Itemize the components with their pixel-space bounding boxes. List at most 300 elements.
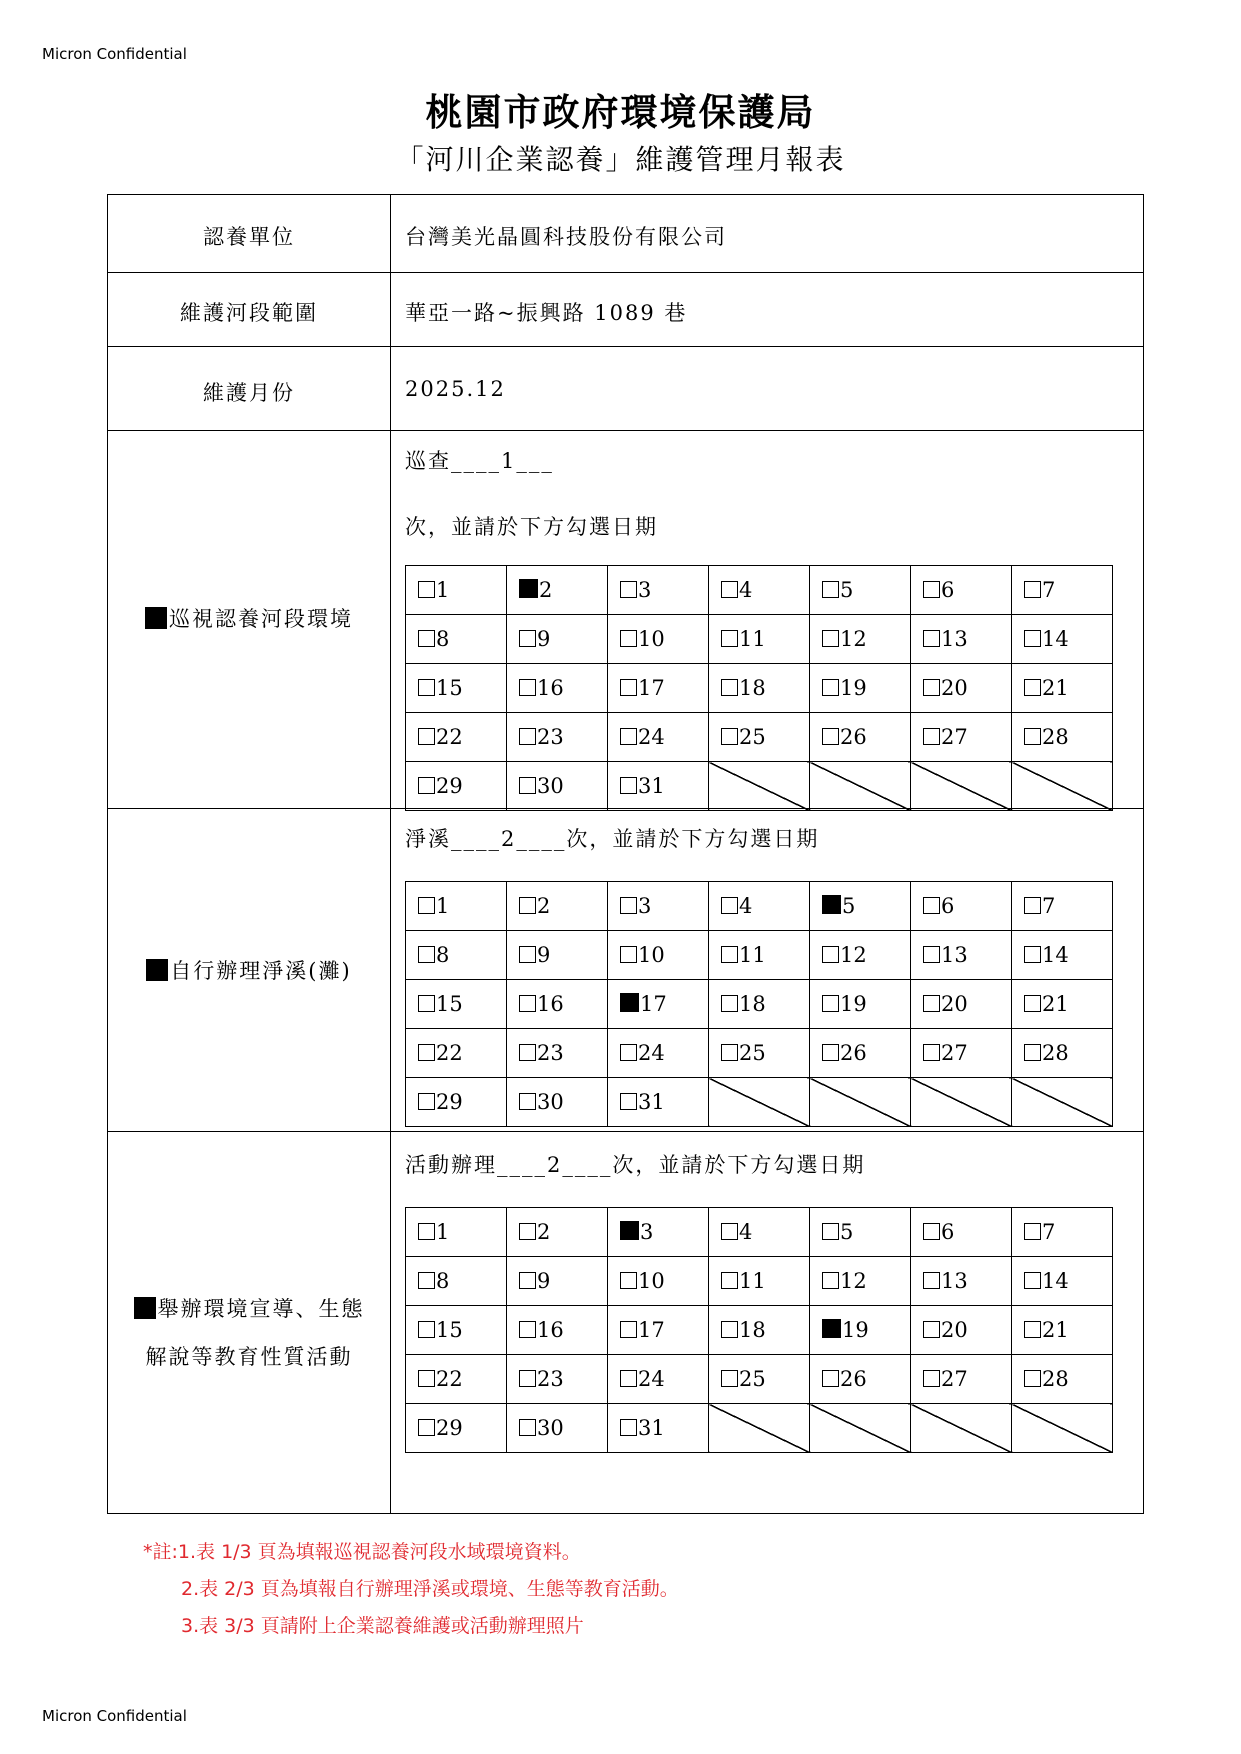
day-4-checkbox[interactable] (709, 882, 810, 931)
day-23-checkbox[interactable] (507, 1355, 608, 1404)
empty-box-icon (620, 1272, 637, 1289)
day-25-checkbox[interactable] (709, 713, 810, 762)
empty-box-icon (923, 1223, 940, 1240)
empty-cell (1012, 1078, 1113, 1127)
empty-cell (1012, 1404, 1113, 1453)
day-number: 17 (638, 676, 665, 700)
empty-box-icon (822, 728, 839, 745)
empty-box-icon (418, 1223, 435, 1240)
day-25-checkbox[interactable] (709, 1029, 810, 1078)
empty-cell (810, 1404, 911, 1453)
empty-box-icon (418, 1419, 435, 1436)
day-12-checkbox[interactable] (810, 615, 911, 664)
page-title: 桃園市政府環境保護局 (425, 91, 816, 134)
day-number: 11 (739, 1269, 766, 1293)
day-12-checkbox[interactable] (810, 1257, 911, 1306)
day-12-checkbox[interactable] (810, 931, 911, 980)
day-4-checkbox[interactable] (709, 566, 810, 615)
day-number: 13 (941, 943, 968, 967)
empty-box-icon (620, 1370, 637, 1387)
day-5-checkbox[interactable] (810, 882, 911, 931)
day-number: 10 (638, 627, 665, 651)
row-divider (108, 1131, 1143, 1132)
day-21-checkbox[interactable] (1012, 664, 1113, 713)
day-number: 9 (537, 1269, 551, 1293)
day-number: 20 (941, 676, 968, 700)
empty-box-icon (923, 897, 940, 914)
cleanup-calendar (405, 881, 1113, 1127)
empty-box-icon (721, 679, 738, 696)
day-6-checkbox[interactable] (911, 1208, 1012, 1257)
day-10-checkbox[interactable] (608, 615, 709, 664)
empty-box-icon (418, 1272, 435, 1289)
range-label: 維護河段範圍 (180, 301, 318, 325)
day-number: 25 (739, 725, 766, 749)
empty-box-icon (721, 728, 738, 745)
day-number: 31 (638, 1416, 665, 1440)
empty-box-icon (923, 581, 940, 598)
empty-box-icon (620, 728, 637, 745)
day-11-checkbox[interactable] (709, 615, 810, 664)
day-10-checkbox[interactable] (608, 931, 709, 980)
day-10-checkbox[interactable] (608, 1257, 709, 1306)
patrol-label-text: 巡視認養河段環境 (169, 607, 353, 631)
empty-box-icon (923, 728, 940, 745)
empty-box-icon (923, 1272, 940, 1289)
day-number: 4 (739, 578, 753, 602)
empty-box-icon (620, 1093, 637, 1110)
note-1: *註:1.表 1/3 頁為填報巡視認養河段水域環境資料。 (143, 1541, 581, 1563)
day-number: 26 (840, 1367, 867, 1391)
empty-box-icon (721, 1272, 738, 1289)
empty-cell (709, 762, 810, 811)
empty-box-icon (418, 630, 435, 647)
checked-mark (146, 959, 168, 981)
day-22-checkbox[interactable] (406, 1029, 507, 1078)
day-11-checkbox[interactable] (709, 1257, 810, 1306)
empty-box-icon (923, 1321, 940, 1338)
month-label: 維護月份 (203, 381, 295, 405)
day-29-checkbox[interactable] (406, 1404, 507, 1453)
empty-box-icon (519, 1044, 536, 1061)
empty-box-icon (1024, 1272, 1041, 1289)
day-2-checkbox[interactable] (507, 882, 608, 931)
day-11-checkbox[interactable] (709, 931, 810, 980)
day-6-checkbox[interactable] (911, 566, 1012, 615)
empty-cell (1012, 762, 1113, 811)
row-divider (108, 430, 1143, 431)
empty-box-icon (822, 1223, 839, 1240)
day-number: 29 (436, 1090, 463, 1114)
day-number: 10 (638, 1269, 665, 1293)
day-24-checkbox[interactable] (608, 1029, 709, 1078)
empty-box-icon (923, 946, 940, 963)
empty-box-icon (822, 995, 839, 1012)
day-7-checkbox[interactable] (1012, 566, 1113, 615)
day-number: 11 (739, 627, 766, 651)
day-number: 8 (436, 627, 450, 651)
empty-box-icon (822, 679, 839, 696)
day-number: 11 (739, 943, 766, 967)
empty-box-icon (822, 1370, 839, 1387)
page-subtitle: 「河川企業認養」維護管理月報表 (395, 143, 846, 176)
empty-box-icon (519, 1093, 536, 1110)
empty-box-icon (923, 1370, 940, 1387)
empty-box-icon (620, 679, 637, 696)
empty-cell (911, 762, 1012, 811)
day-number: 30 (537, 1416, 564, 1440)
day-8-checkbox[interactable] (406, 615, 507, 664)
empty-box-icon (1024, 1223, 1041, 1240)
empty-box-icon (1024, 1370, 1041, 1387)
day-number: 16 (537, 992, 564, 1016)
day-7-checkbox[interactable] (1012, 882, 1113, 931)
day-29-checkbox[interactable] (406, 1078, 507, 1127)
day-17-checkbox[interactable] (608, 1306, 709, 1355)
day-number: 15 (436, 676, 463, 700)
day-number: 31 (638, 1090, 665, 1114)
empty-box-icon (519, 679, 536, 696)
empty-box-icon (519, 1370, 536, 1387)
day-number: 15 (436, 992, 463, 1016)
empty-box-icon (418, 728, 435, 745)
day-number: 24 (638, 725, 665, 749)
day-number: 29 (436, 1416, 463, 1440)
empty-box-icon (721, 581, 738, 598)
day-number: 6 (941, 1220, 955, 1244)
day-3-checkbox[interactable] (608, 882, 709, 931)
day-number: 28 (1042, 1041, 1069, 1065)
checked-box-icon (519, 579, 538, 598)
day-number: 7 (1042, 894, 1056, 918)
empty-box-icon (620, 897, 637, 914)
day-9-checkbox[interactable] (507, 615, 608, 664)
empty-box-icon (519, 1419, 536, 1436)
day-number: 7 (1042, 1220, 1056, 1244)
day-17-checkbox[interactable] (608, 980, 709, 1029)
day-number: 23 (537, 1041, 564, 1065)
empty-box-icon (1024, 581, 1041, 598)
day-number: 29 (436, 774, 463, 798)
day-number: 1 (436, 1220, 450, 1244)
day-number: 5 (842, 894, 856, 918)
empty-box-icon (1024, 679, 1041, 696)
empty-box-icon (620, 1044, 637, 1061)
day-31-checkbox[interactable] (608, 762, 709, 811)
empty-box-icon (519, 946, 536, 963)
empty-box-icon (418, 1321, 435, 1338)
day-number: 19 (840, 992, 867, 1016)
day-number: 12 (840, 1269, 867, 1293)
empty-box-icon (418, 995, 435, 1012)
day-5-checkbox[interactable] (810, 1208, 911, 1257)
empty-box-icon (620, 1321, 637, 1338)
note-2: 2.表 2/3 頁為填報自行辦理淨溪或環境、生態等教育活動。 (181, 1578, 679, 1600)
day-16-checkbox[interactable] (507, 664, 608, 713)
day-14-checkbox[interactable] (1012, 615, 1113, 664)
day-3-checkbox[interactable] (608, 1208, 709, 1257)
empty-box-icon (418, 897, 435, 914)
day-number: 25 (739, 1367, 766, 1391)
day-20-checkbox[interactable] (911, 1306, 1012, 1355)
day-number: 4 (739, 1220, 753, 1244)
day-15-checkbox[interactable] (406, 664, 507, 713)
day-number: 22 (436, 1041, 463, 1065)
empty-box-icon (1024, 1044, 1041, 1061)
day-number: 21 (1042, 992, 1069, 1016)
day-28-checkbox[interactable] (1012, 1029, 1113, 1078)
day-number: 23 (537, 1367, 564, 1391)
day-18-checkbox[interactable] (709, 1306, 810, 1355)
empty-box-icon (721, 995, 738, 1012)
day-number: 30 (537, 1090, 564, 1114)
empty-box-icon (620, 946, 637, 963)
day-4-checkbox[interactable] (709, 1208, 810, 1257)
empty-box-icon (418, 1370, 435, 1387)
day-2-checkbox[interactable] (507, 566, 608, 615)
day-3-checkbox[interactable] (608, 566, 709, 615)
empty-box-icon (822, 1044, 839, 1061)
day-number: 2 (539, 578, 553, 602)
day-15-checkbox[interactable] (406, 980, 507, 1029)
day-22-checkbox[interactable] (406, 713, 507, 762)
day-number: 13 (941, 627, 968, 651)
day-number: 9 (537, 627, 551, 651)
empty-box-icon (519, 777, 536, 794)
day-number: 17 (640, 992, 667, 1016)
report-form (107, 194, 1144, 1514)
day-26-checkbox[interactable] (810, 713, 911, 762)
day-number: 27 (941, 725, 968, 749)
day-13-checkbox[interactable] (911, 615, 1012, 664)
day-31-checkbox[interactable] (608, 1078, 709, 1127)
empty-box-icon (721, 1044, 738, 1061)
day-number: 27 (941, 1367, 968, 1391)
empty-cell (911, 1078, 1012, 1127)
day-18-checkbox[interactable] (709, 664, 810, 713)
patrol-section-label (108, 595, 390, 643)
day-6-checkbox[interactable] (911, 882, 1012, 931)
day-23-checkbox[interactable] (507, 1029, 608, 1078)
empty-box-icon (721, 1321, 738, 1338)
empty-box-icon (923, 1044, 940, 1061)
day-number: 3 (638, 894, 652, 918)
day-5-checkbox[interactable] (810, 566, 911, 615)
empty-box-icon (1024, 728, 1041, 745)
empty-box-icon (519, 728, 536, 745)
day-19-checkbox[interactable] (810, 1306, 911, 1355)
day-20-checkbox[interactable] (911, 664, 1012, 713)
day-number: 12 (840, 943, 867, 967)
empty-box-icon (418, 1044, 435, 1061)
day-27-checkbox[interactable] (911, 1029, 1012, 1078)
cleanup-label-text: 自行辦理淨溪(灘) (170, 959, 352, 983)
day-number: 2 (537, 1220, 551, 1244)
empty-box-icon (620, 630, 637, 647)
empty-box-icon (721, 630, 738, 647)
confidential-header: Micron Confidential (42, 45, 187, 63)
confidential-footer: Micron Confidential (42, 1707, 187, 1725)
day-number: 28 (1042, 725, 1069, 749)
day-number: 4 (739, 894, 753, 918)
empty-box-icon (620, 581, 637, 598)
day-number: 18 (739, 1318, 766, 1342)
activity-section-label (108, 1285, 390, 1381)
day-27-checkbox[interactable] (911, 713, 1012, 762)
day-number: 26 (840, 725, 867, 749)
day-number: 20 (941, 992, 968, 1016)
day-number: 19 (842, 1318, 869, 1342)
day-1-checkbox[interactable] (406, 1208, 507, 1257)
day-24-checkbox[interactable] (608, 713, 709, 762)
checked-box-icon (822, 1319, 841, 1338)
empty-box-icon (721, 1370, 738, 1387)
day-number: 6 (941, 894, 955, 918)
day-2-checkbox[interactable] (507, 1208, 608, 1257)
empty-box-icon (923, 679, 940, 696)
empty-box-icon (418, 581, 435, 598)
empty-box-icon (822, 581, 839, 598)
day-19-checkbox[interactable] (810, 664, 911, 713)
day-8-checkbox[interactable] (406, 1257, 507, 1306)
day-number: 16 (537, 676, 564, 700)
day-number: 17 (638, 1318, 665, 1342)
day-18-checkbox[interactable] (709, 980, 810, 1029)
day-24-checkbox[interactable] (608, 1355, 709, 1404)
day-14-checkbox[interactable] (1012, 931, 1113, 980)
day-15-checkbox[interactable] (406, 1306, 507, 1355)
activity-calendar (405, 1207, 1113, 1453)
day-1-checkbox[interactable] (406, 566, 507, 615)
note-3: 3.表 3/3 頁請附上企業認養維護或活動辦理照片 (181, 1615, 584, 1637)
day-22-checkbox[interactable] (406, 1355, 507, 1404)
activity-label-line2: 解說等教育性質活動 (145, 1345, 353, 1369)
row-divider (108, 272, 1143, 273)
column-divider (390, 195, 391, 1513)
day-14-checkbox[interactable] (1012, 1257, 1113, 1306)
patrol-calendar (405, 565, 1113, 811)
day-number: 14 (1042, 943, 1069, 967)
empty-box-icon (418, 1093, 435, 1110)
day-number: 1 (436, 894, 450, 918)
day-number: 27 (941, 1041, 968, 1065)
day-number: 8 (436, 943, 450, 967)
day-31-checkbox[interactable] (608, 1404, 709, 1453)
empty-box-icon (519, 995, 536, 1012)
day-number: 9 (537, 943, 551, 967)
day-number: 30 (537, 774, 564, 798)
empty-box-icon (923, 995, 940, 1012)
day-17-checkbox[interactable] (608, 664, 709, 713)
day-number: 18 (739, 992, 766, 1016)
empty-box-icon (1024, 995, 1041, 1012)
day-13-checkbox[interactable] (911, 1257, 1012, 1306)
day-23-checkbox[interactable] (507, 713, 608, 762)
empty-box-icon (1024, 946, 1041, 963)
day-number: 8 (436, 1269, 450, 1293)
patrol-count: 巡查____1___ (405, 449, 554, 473)
empty-cell (911, 1404, 1012, 1453)
day-number: 2 (537, 894, 551, 918)
day-26-checkbox[interactable] (810, 1355, 911, 1404)
day-7-checkbox[interactable] (1012, 1208, 1113, 1257)
day-number: 15 (436, 1318, 463, 1342)
day-28-checkbox[interactable] (1012, 713, 1113, 762)
empty-box-icon (620, 777, 637, 794)
day-29-checkbox[interactable] (406, 762, 507, 811)
empty-box-icon (1024, 897, 1041, 914)
day-number: 6 (941, 578, 955, 602)
day-30-checkbox[interactable] (507, 762, 608, 811)
day-30-checkbox[interactable] (507, 1078, 608, 1127)
day-number: 20 (941, 1318, 968, 1342)
checked-box-icon (620, 993, 639, 1012)
empty-box-icon (519, 630, 536, 647)
day-number: 1 (436, 578, 450, 602)
day-number: 28 (1042, 1367, 1069, 1391)
day-16-checkbox[interactable] (507, 1306, 608, 1355)
day-30-checkbox[interactable] (507, 1404, 608, 1453)
day-9-checkbox[interactable] (507, 1257, 608, 1306)
day-number: 21 (1042, 1318, 1069, 1342)
empty-cell (709, 1404, 810, 1453)
patrol-instruction: 次，並請於下方勾選日期 (405, 515, 658, 539)
day-16-checkbox[interactable] (507, 980, 608, 1029)
day-number: 3 (638, 578, 652, 602)
day-number: 16 (537, 1318, 564, 1342)
empty-box-icon (519, 1223, 536, 1240)
empty-box-icon (822, 946, 839, 963)
day-number: 12 (840, 627, 867, 651)
activity-count: 活動辦理____2____次，並請於下方勾選日期 (405, 1153, 866, 1177)
day-13-checkbox[interactable] (911, 931, 1012, 980)
day-20-checkbox[interactable] (911, 980, 1012, 1029)
empty-box-icon (418, 946, 435, 963)
day-number: 26 (840, 1041, 867, 1065)
day-number: 24 (638, 1367, 665, 1391)
day-25-checkbox[interactable] (709, 1355, 810, 1404)
empty-box-icon (418, 777, 435, 794)
day-number: 22 (436, 725, 463, 749)
day-26-checkbox[interactable] (810, 1029, 911, 1078)
empty-box-icon (620, 1419, 637, 1436)
day-19-checkbox[interactable] (810, 980, 911, 1029)
empty-box-icon (822, 630, 839, 647)
day-number: 23 (537, 725, 564, 749)
day-21-checkbox[interactable] (1012, 1306, 1113, 1355)
row-divider (108, 346, 1143, 347)
day-number: 24 (638, 1041, 665, 1065)
day-number: 18 (739, 676, 766, 700)
day-27-checkbox[interactable] (911, 1355, 1012, 1404)
day-number: 5 (840, 1220, 854, 1244)
empty-box-icon (1024, 630, 1041, 647)
range-value: 華亞一路~振興路 1089 巷 (405, 301, 688, 325)
empty-box-icon (721, 897, 738, 914)
day-number: 19 (840, 676, 867, 700)
day-number: 21 (1042, 676, 1069, 700)
checked-mark (145, 607, 167, 629)
day-21-checkbox[interactable] (1012, 980, 1113, 1029)
day-28-checkbox[interactable] (1012, 1355, 1113, 1404)
day-number: 14 (1042, 627, 1069, 651)
day-1-checkbox[interactable] (406, 882, 507, 931)
empty-box-icon (519, 897, 536, 914)
day-9-checkbox[interactable] (507, 931, 608, 980)
empty-box-icon (923, 630, 940, 647)
empty-box-icon (519, 1321, 536, 1338)
day-8-checkbox[interactable] (406, 931, 507, 980)
